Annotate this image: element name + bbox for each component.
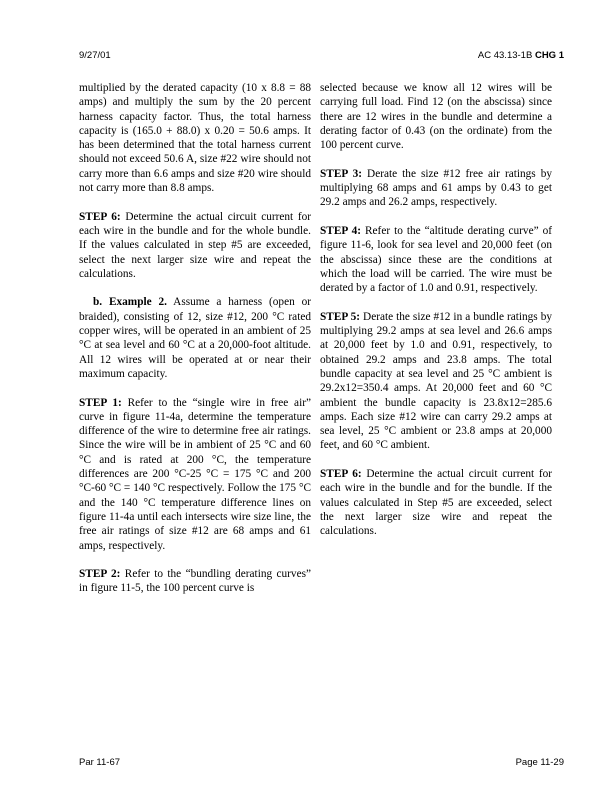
paragraph-text: Assume a harness (open or braided), consisting of 12, size #12, 200 °C rated copper wires, will be operated in an ambient of 25 °C at sea level and 60 °C at a 20,000-foot altitude. All 12 wires will be operated at or near their maximum capacity. — [79, 296, 311, 380]
paragraph-step-1 — [79, 396, 311, 553]
step-label: STEP 6: — [79, 210, 121, 223]
paragraph-text: Determine the actual circuit current for each wire in the bundle and for the whole bundle. If the values calculated in step #5 are exceeded, select the next larger size wire and repeat the calculations. — [79, 210, 311, 280]
left-column — [79, 81, 311, 610]
doc-number: AC 43.13-1B — [477, 50, 533, 61]
paragraph-step-6 — [320, 467, 552, 538]
paragraph-step-5 — [320, 310, 552, 453]
step-label: STEP 4: — [320, 224, 362, 237]
right-column — [320, 81, 552, 553]
footer-paragraph-ref: Par 11-67 — [79, 757, 121, 768]
step-label: STEP 3: — [320, 167, 363, 180]
paragraph-text: multiplied by the derated capacity (10 x 8.8 = 88 amps) and multiply the sum by the 20 percent harness capacity factor. Thus, the total harness capacity is (165.0 + 88.0) x 0.20 = 50.6 amps. It has been determined that the total harness current should not exceed 50.6 A, size #22 wire should not carry more than 6.6 amps and size #20 wire should not carry more than 8.8 amps. — [79, 82, 311, 195]
header-doc-id — [478, 50, 564, 61]
step-label: STEP 2: — [79, 568, 121, 581]
paragraph-step-2 — [79, 567, 311, 596]
paragraph-example-2 — [79, 295, 311, 381]
header-date: 9/27/01 — [79, 50, 111, 61]
step-label: STEP 6: — [320, 468, 362, 481]
example-label: b. Example 2. — [93, 296, 167, 309]
paragraph-text: Refer to the “altitude derating curve” of figure 11-6, look for sea level and 20,000 feet (on the abscissa) since these are the conditions at which the load will be carried. The wire must be derated by a factor of 1.0 and 0.91, respectively. — [320, 224, 552, 295]
paragraph-step-4 — [320, 224, 552, 295]
paragraph-continued — [320, 81, 552, 152]
paragraph-step-6 — [79, 210, 311, 281]
paragraph-continued — [79, 81, 311, 195]
paragraph-text: Refer to the “bundling derating curves” in figure 11-5, the 100 percent curve is — [79, 568, 311, 595]
paragraph-text: Refer to the “single wire in free air” curve in figure 11-4a, determine the temperature difference of the wire to determine free air ratings. Since the wire will be in ambient of 25 °C and 60 °C and is rated at 200 °C, the temperature differences are 200 °C-25 °C = 175 °C and 200 °C-60 °C = 140 °C respectively. Follow the 175 °C and the 140 °C temperature difference lines on figure 11-4a until each intersects wire size line, the free air ratings of size #12 are 68 amps and 61 amps, respectively. — [79, 396, 311, 552]
paragraph-text: selected because we know all 12 wires will be carrying full load. Find 12 (on the abscissa) since there are 12 wires in the bundle and determine a derating factor of 0.43 (on the ordinate) from the 100 percent curve. — [320, 82, 552, 152]
paragraph-text: Derate the size #12 free air ratings by multiplying 68 amps and 61 amps by 0.43 to get 29.2 amps and 26.2 amps, respectively. — [320, 167, 552, 209]
paragraph-step-3 — [320, 167, 552, 210]
footer-page-number: Page 11-29 — [515, 757, 564, 768]
step-label: STEP 5: — [320, 310, 361, 323]
change-number: CHG 1 — [534, 50, 564, 61]
paragraph-text: Derate the size #12 in a bundle ratings by multiplying 29.2 amps at sea level and 26.6 amps at 20,000 feet by 1.0 and 0.91, respectively, to obtained 29.2 amps and 23.8 amps. The total bundle capacity at sea level and 25 °C ambient is 29.2x12=350.4 amps. At 20,000 feet and 60 °C ambient the bundle capacity is 23.8x12=285.6 amps. Each size #12 wire can carry 29.2 amps at sea level, 25 °C ambient or 23.8 amps at 20,000 feet, and 60 °C ambient. — [320, 310, 552, 452]
paragraph-text: Determine the actual circuit current for each wire in the bundle and for the bundle. If the values calculated in Step #5 are exceeded, select the next larger size wire and repeat the calculations. — [320, 468, 552, 538]
step-label: STEP 1: — [79, 396, 122, 409]
